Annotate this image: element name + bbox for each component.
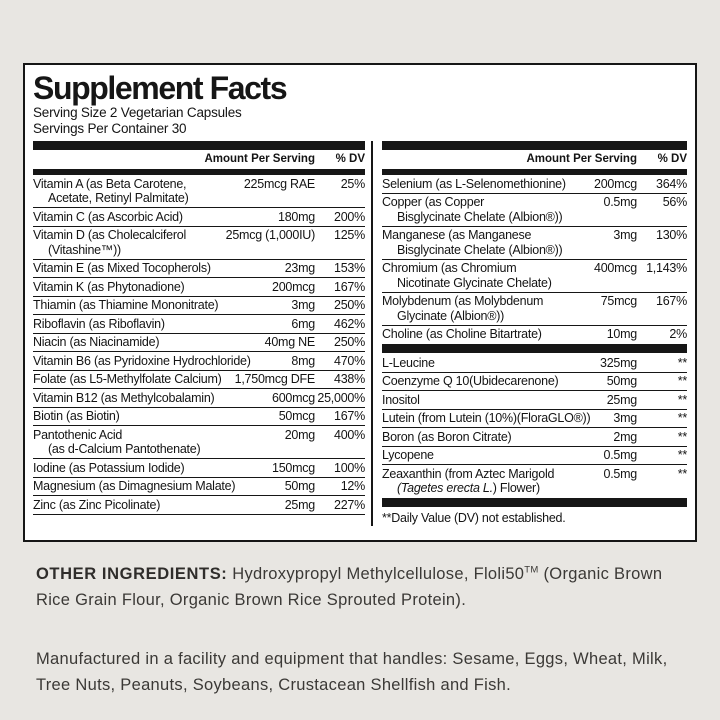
other-ingredients-text: Hydroxypropyl Methylcellulose, Floli50 xyxy=(227,565,525,583)
column-header-right xyxy=(382,150,687,168)
nutrient-amount: 8mg xyxy=(291,353,315,368)
nutrient-daily-value: 56% xyxy=(662,195,687,209)
nutrient-daily-value: 167% xyxy=(334,409,365,423)
nutrient-daily-value: 125% xyxy=(334,228,365,242)
nutrient-name: Molybdenum (as Molybdenum xyxy=(382,294,544,308)
nutrient-row xyxy=(33,259,365,278)
nutrient-name: L-Leucine xyxy=(382,355,435,370)
nutrient-name-line2: Nicotinate Glycinate Chelate) xyxy=(397,275,552,290)
nutrient-amount: 3mg xyxy=(613,228,637,242)
nutrient-row-line1 xyxy=(33,409,365,424)
nutrient-daily-value: 130% xyxy=(656,228,687,242)
nutrient-name: Zinc (as Zinc Picolinate) xyxy=(33,497,161,512)
nutrient-row-line1 xyxy=(33,479,365,494)
supplement-facts-panel xyxy=(23,63,697,542)
nutrient-amount: 50mg xyxy=(284,479,315,493)
nutrient-amount: 400mcg xyxy=(594,261,637,275)
nutrient-name: Vitamin D (as Cholecalciferol xyxy=(33,228,186,242)
nutrient-daily-value: 25% xyxy=(340,176,365,191)
nutrient-daily-value: 400% xyxy=(334,427,365,442)
nutrient-amount: 325mg xyxy=(600,355,637,370)
nutrient-row xyxy=(33,296,365,315)
nutrient-daily-value: 25,000% xyxy=(317,390,365,405)
nutrient-name: Pantothenic Acid xyxy=(33,427,123,442)
nutrient-amount: 200mcg xyxy=(272,279,315,294)
nutrient-row xyxy=(33,207,365,226)
nutrient-name-line2: Acetate, Retinyl Palmitate) xyxy=(48,191,189,205)
nutrient-name: Coenzyme Q 10(Ubidecarenone) xyxy=(382,374,559,388)
nutrient-amount: 25mg xyxy=(284,497,315,512)
nutrient-name: Vitamin A (as Beta Carotene, xyxy=(33,176,187,191)
nutrient-row xyxy=(33,388,365,407)
thick-divider-bar xyxy=(382,498,687,507)
allergen-statement: Manufactured in a facility and equipment that handles: Sesame, Eggs, Wheat, Milk, Tree Nuts, Peanuts, Soybeans, Crustacean Shellfish and Fish. xyxy=(36,650,668,694)
nutrient-daily-value: 438% xyxy=(334,372,365,386)
nutrient-row xyxy=(33,175,365,207)
nutrient-row xyxy=(382,409,687,428)
nutrient-row-line1 xyxy=(382,374,687,389)
nutrient-name: Inositol xyxy=(382,392,420,407)
nutrient-name: Vitamin B6 (as Pyridoxine Hydrochloride) xyxy=(33,353,251,368)
nutrient-row-line1 xyxy=(382,177,687,192)
serving-size: Serving Size 2 Vegetarian Capsules xyxy=(33,105,242,120)
nutrient-row xyxy=(382,354,687,372)
nutrient-row xyxy=(33,314,365,333)
thick-divider-bar xyxy=(382,141,687,150)
nutrient-name: Vitamin C (as Ascorbic Acid) xyxy=(33,209,183,224)
nutrient-amount: 0.5mg xyxy=(603,466,637,481)
nutrient-name: Chromium (as Chromium xyxy=(382,261,517,275)
nutrient-name-line2: Bisglycinate Chelate (Albion®)) xyxy=(397,242,563,257)
nutrient-amount: 2mg xyxy=(613,429,637,444)
nutrient-name: Selenium (as L-Selenomethionine) xyxy=(382,176,566,191)
nutrient-name: Niacin (as Niacinamide) xyxy=(33,335,160,349)
nutrient-name-line2: (as d-Calcium Pantothenate) xyxy=(48,442,201,456)
nutrient-daily-value: 462% xyxy=(334,316,365,331)
nutrient-amount: 10mg xyxy=(606,327,637,341)
nutrient-name: Zeaxanthin (from Aztec Marigold xyxy=(382,466,555,481)
nutrient-row-line1 xyxy=(33,228,365,243)
nutrient-row xyxy=(33,277,365,296)
nutrient-row-line1 xyxy=(33,372,365,387)
amount-per-serving-header: Amount Per Serving xyxy=(526,153,637,165)
nutrient-row xyxy=(33,425,365,458)
nutrient-daily-value: 2% xyxy=(669,327,687,341)
nutrient-row xyxy=(33,370,365,389)
nutrient-row xyxy=(382,259,687,292)
nutrient-daily-value: ** xyxy=(677,411,687,425)
nutrient-row-line1 xyxy=(33,210,365,225)
nutrient-row-line1 xyxy=(382,393,687,408)
nutrient-name: Thiamin (as Thiamine Mononitrate) xyxy=(33,298,219,312)
nutrient-daily-value: 100% xyxy=(334,460,365,475)
nutrient-name-line2: (Vitashine™)) xyxy=(48,242,121,257)
nutrient-row xyxy=(33,351,365,370)
nutrient-name: Folate (as L5-Methylfolate Calcium) xyxy=(33,372,222,386)
nutrient-row xyxy=(33,477,365,496)
nutrient-row-line1 xyxy=(382,430,687,445)
nutrient-amount: 1,750mcg DFE xyxy=(234,372,315,386)
nutrient-name: Vitamin B12 (as Methylcobalamin) xyxy=(33,390,215,405)
nutrient-amount: 0.5mg xyxy=(603,195,637,209)
nutrient-amount: 50mg xyxy=(606,374,637,388)
nutrient-name: Lutein (from Lutein (10%)(FloraGLO®)) xyxy=(382,411,591,425)
nutrient-amount: 50mcg xyxy=(278,409,315,423)
nutrient-row-line1 xyxy=(382,195,687,210)
nutrient-daily-value: ** xyxy=(677,355,687,370)
nutrient-name: Vitamin E (as Mixed Tocopherols) xyxy=(33,261,211,275)
nutrient-name: Magnesium (as Dimagnesium Malate) xyxy=(33,479,236,493)
nutrient-name: Riboflavin (as Riboflavin) xyxy=(33,316,165,331)
other-ingredients-statement xyxy=(36,561,688,613)
nutrient-amount: 200mcg xyxy=(594,176,637,191)
percent-dv-header: % DV xyxy=(335,153,365,165)
nutrient-row-line1 xyxy=(33,391,365,406)
nutrient-row-line1 xyxy=(33,177,365,192)
nutrient-row xyxy=(382,193,687,226)
nutrient-column-right xyxy=(371,141,687,526)
nutrient-row xyxy=(382,464,687,497)
nutrient-row xyxy=(382,390,687,409)
nutrient-row-line1 xyxy=(33,280,365,295)
nutrient-row-line1 xyxy=(33,498,365,513)
nutrient-name: Choline (as Choline Bitartrate) xyxy=(382,327,542,341)
nutrient-name: Manganese (as Manganese xyxy=(382,228,532,242)
nutrient-row xyxy=(33,226,365,259)
nutrient-amount: 25mg xyxy=(606,392,637,407)
nutrient-row-line1 xyxy=(33,317,365,332)
nutrient-row-line1 xyxy=(382,261,687,276)
nutrient-row-line1 xyxy=(382,411,687,426)
nutrient-row-line1 xyxy=(382,467,687,482)
nutrient-daily-value: ** xyxy=(677,392,687,407)
nutrient-rows-right xyxy=(382,175,687,497)
nutrient-rows-left xyxy=(33,175,365,515)
nutrient-amount: 180mg xyxy=(278,209,315,224)
nutrient-daily-value: 364% xyxy=(656,176,687,191)
nutrient-amount: 20mg xyxy=(284,427,315,442)
nutrient-row xyxy=(382,292,687,325)
nutrient-row xyxy=(33,495,365,515)
nutrient-daily-value: ** xyxy=(677,466,687,481)
nutrient-amount: 600mcg xyxy=(272,390,315,405)
nutrient-daily-value: 167% xyxy=(656,294,687,308)
column-header-left xyxy=(33,150,365,168)
other-ingredients-text: (Organic Brown Rice Grain Flour, Organic Brown Rice Sprouted Protein). xyxy=(36,565,663,609)
nutrient-row xyxy=(33,333,365,352)
panel-title: Supplement Facts xyxy=(33,70,287,106)
nutrient-row xyxy=(33,407,365,426)
nutrient-daily-value: 250% xyxy=(334,335,365,349)
nutrient-name: Copper (as Copper xyxy=(382,195,485,209)
nutrient-daily-value: 470% xyxy=(334,353,365,368)
thick-divider-bar xyxy=(33,141,365,150)
nutrient-name-line2: (Tagetes erecta L.) Flower) xyxy=(397,481,540,495)
thick-divider-bar xyxy=(382,344,687,353)
nutrient-name: Biotin (as Biotin) xyxy=(33,409,120,423)
nutrient-name: Lycopene xyxy=(382,448,434,462)
trademark-superscript: TM xyxy=(524,564,539,576)
nutrient-column-left xyxy=(33,141,365,526)
nutrient-name: Vitamin K (as Phytonadione) xyxy=(33,279,185,294)
nutrient-amount: 6mg xyxy=(291,316,315,331)
nutrient-amount: 3mg xyxy=(291,298,315,312)
nutrient-amount: 75mcg xyxy=(600,294,637,308)
nutrient-row-line1 xyxy=(33,428,365,443)
nutrient-row xyxy=(382,427,687,446)
nutrient-row-line1 xyxy=(33,298,365,313)
nutrient-row xyxy=(33,458,365,477)
servings-per-container: Servings Per Container 30 xyxy=(33,120,187,136)
daily-value-footnote: **Daily Value (DV) not established. xyxy=(382,511,566,525)
nutrient-row xyxy=(382,175,687,193)
nutrient-daily-value: 250% xyxy=(334,298,365,312)
nutrient-daily-value: 1,143% xyxy=(646,261,687,275)
nutrient-row xyxy=(382,226,687,259)
nutrient-daily-value: 12% xyxy=(340,479,365,493)
nutrient-row-line1 xyxy=(33,261,365,276)
nutrient-daily-value: 200% xyxy=(334,209,365,224)
percent-dv-header: % DV xyxy=(657,153,687,165)
nutrient-daily-value: 167% xyxy=(334,279,365,294)
nutrient-name-line2: Glycinate (Albion®)) xyxy=(397,308,505,323)
nutrient-row xyxy=(382,446,687,465)
nutrient-row-line1 xyxy=(33,354,365,369)
nutrient-amount: 0.5mg xyxy=(603,448,637,462)
nutrient-row-line1 xyxy=(382,228,687,243)
nutrient-amount: 150mcg xyxy=(272,460,315,475)
nutrient-columns xyxy=(33,141,687,526)
nutrient-row-line1 xyxy=(382,294,687,309)
nutrient-row-line1 xyxy=(382,356,687,371)
nutrient-name: Iodine (as Potassium Iodide) xyxy=(33,460,185,475)
nutrient-row-line1 xyxy=(33,335,365,350)
nutrient-row-line1 xyxy=(382,448,687,463)
nutrient-row xyxy=(382,372,687,391)
nutrient-row-line1 xyxy=(382,327,687,342)
nutrient-amount: 25mcg (1,000IU) xyxy=(225,228,315,242)
nutrient-daily-value: 153% xyxy=(334,261,365,275)
nutrient-daily-value: ** xyxy=(677,429,687,444)
other-ingredients-label: OTHER INGREDIENTS: xyxy=(36,565,228,583)
nutrient-row-line1 xyxy=(33,461,365,476)
nutrient-daily-value: ** xyxy=(677,448,687,462)
nutrient-name: Boron (as Boron Citrate) xyxy=(382,429,512,444)
nutrient-daily-value: 227% xyxy=(334,497,365,512)
nutrient-amount: 40mg NE xyxy=(264,335,315,349)
nutrient-daily-value: ** xyxy=(677,374,687,388)
nutrient-row xyxy=(382,325,687,344)
amount-per-serving-header: Amount Per Serving xyxy=(204,153,315,165)
nutrient-amount: 225mcg RAE xyxy=(243,176,315,191)
nutrient-amount: 3mg xyxy=(613,411,637,425)
nutrient-name-line2: Bisglycinate Chelate (Albion®)) xyxy=(397,209,563,224)
nutrient-amount: 23mg xyxy=(284,261,315,275)
